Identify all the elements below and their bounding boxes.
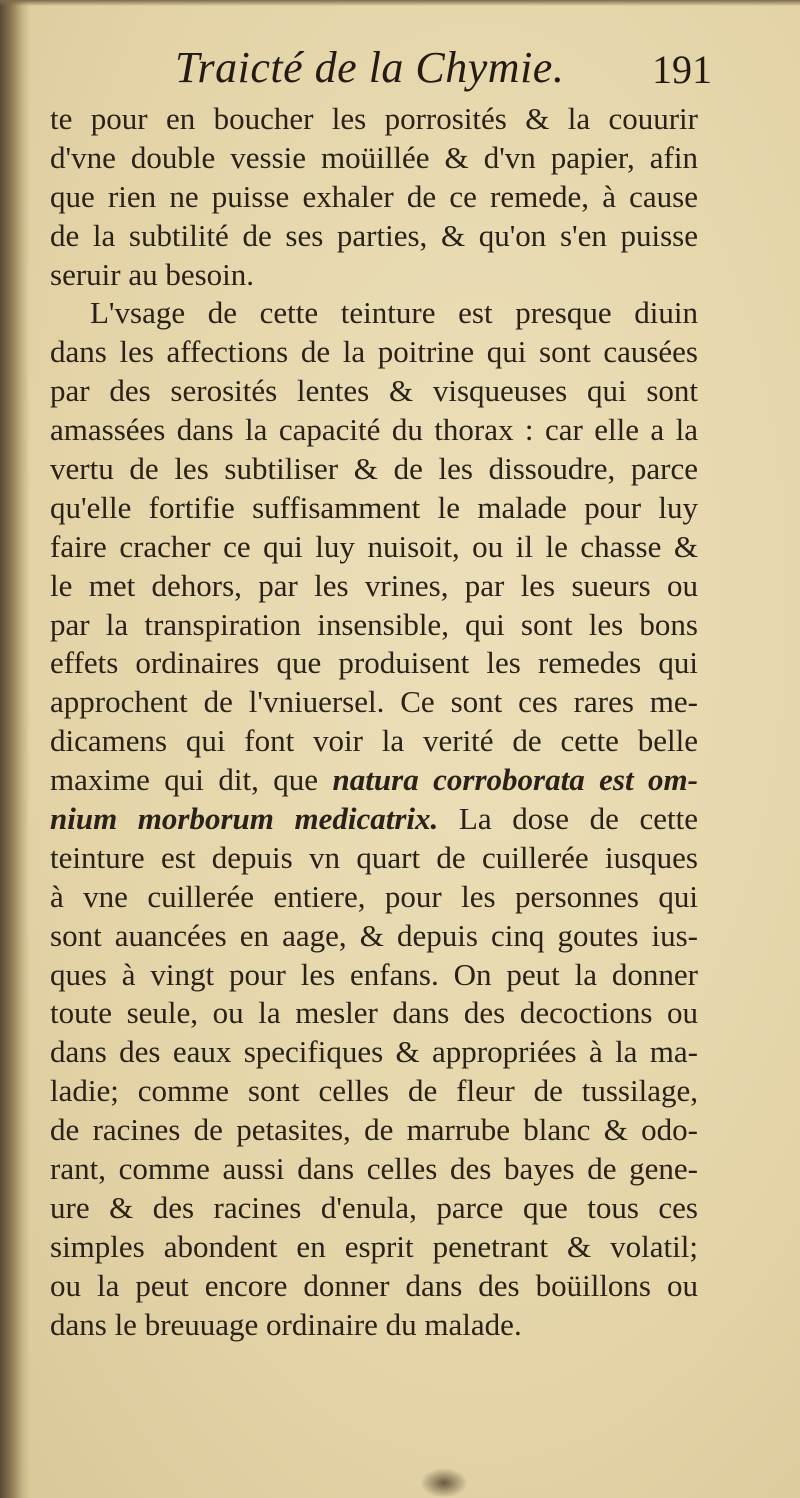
text-line: amassées dans la capacité du thorax : car elle a la <box>50 412 698 448</box>
text-line: qu'elle fortifie suffisamment le malade pour luy <box>50 489 698 525</box>
text-line: dans des eaux specifiques & appropriées à la ma- <box>50 1034 698 1070</box>
text-line: d'vne double vessie moüillée & d'vn papier, afin <box>50 139 698 175</box>
text-line: ou la peut encore donner dans des boüillons ou <box>50 1267 698 1303</box>
text-line: faire cracher ce qui luy nuisoit, ou il le chasse & <box>50 528 698 564</box>
text-line: approchent de l'vniuersel. Ce sont ces rares me- <box>50 684 698 720</box>
text-line: seruir au besoin. <box>50 256 255 292</box>
text-line: simples abondent en esprit penetrant & volatil; <box>50 1228 698 1264</box>
page-number: 191 <box>652 47 712 92</box>
page-header <box>50 42 710 106</box>
text-line: ques à vingt pour les enfans. On peut la donner <box>50 956 698 992</box>
running-title: Traicté de la Chymie. <box>175 43 565 92</box>
body-text <box>50 100 698 1345</box>
text-line: le met dehors, par les vrines, par les sueurs ou <box>50 567 698 603</box>
text-line: toute seule, ou la mesler dans des decoctions ou <box>50 995 698 1031</box>
text-line: vertu de les subtiliser & de les dissoudre, parce <box>50 451 698 487</box>
page-top-edge <box>0 0 800 6</box>
text-line: rant, comme aussi dans celles des bayes de gene- <box>50 1151 698 1187</box>
text-line: effets ordinaires que produisent les remedes qui <box>50 645 698 681</box>
text-line: de la subtilité de ses parties, & qu'on s'en puisse <box>50 217 698 253</box>
text-line: de racines de petasites, de marrube blanc & odo- <box>50 1112 698 1148</box>
text-segment: La dose de cette <box>458 801 699 837</box>
text-line: L'vsage de cette teinture est presque diuin <box>90 295 698 331</box>
ink-smudge <box>420 1468 468 1498</box>
text-line: ladie; comme sont celles de fleur de tussilage, <box>50 1073 698 1109</box>
text-line: que rien ne puisse exhaler de ce remede, à cause <box>50 178 698 214</box>
text-line: te pour en boucher les porrosités & la couurir <box>50 101 698 136</box>
text-line: sont auancées en aage, & depuis cinq goutes ius- <box>50 917 698 953</box>
text-line: à vne cuillerée entiere, pour les personnes qui <box>50 878 698 914</box>
text-line: dans le breuuage ordinaire du malade. <box>50 1306 522 1342</box>
text-line <box>50 761 698 800</box>
latin-quote: natura corroborata est om- <box>332 762 698 798</box>
text-segment: maxime qui dit, que <box>50 762 319 798</box>
text-line: ure & des racines d'enula, parce que tous ces <box>50 1189 698 1225</box>
binding-gutter <box>0 0 30 1498</box>
text-line: dicamens qui font voir la verité de cette belle <box>50 723 698 759</box>
text-line: par des serosités lentes & visqueuses qui sont <box>50 373 698 409</box>
text-line: par la transpiration insensible, qui sont les bons <box>50 606 698 642</box>
latin-quote: nium morborum medicatrix. <box>50 801 439 837</box>
text-line: dans les affections de la poitrine qui sont causées <box>50 334 698 370</box>
text-line <box>50 800 698 839</box>
text-line: teinture est depuis vn quart de cuillerée iusques <box>50 839 698 875</box>
